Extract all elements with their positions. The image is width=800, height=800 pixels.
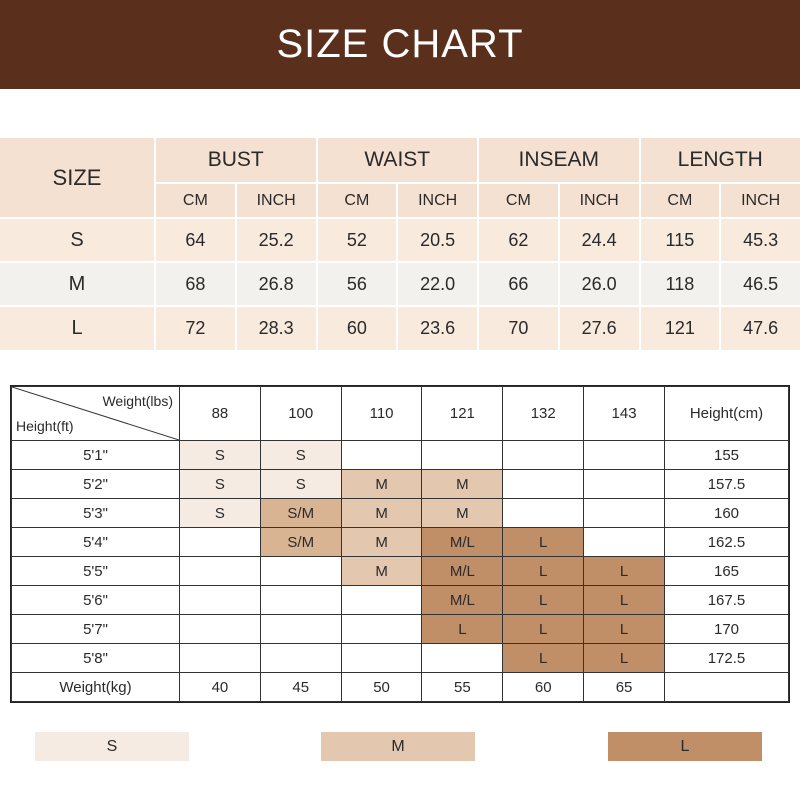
fit-size-cell [341, 615, 422, 644]
weight-lbs-axis-label: Weight(lbs) [102, 393, 173, 409]
weight-kg-value: 40 [180, 673, 261, 702]
height-ft-label: 5'4" [12, 528, 180, 557]
unit-header: CM [641, 184, 720, 217]
measure-value: 26.8 [237, 263, 316, 305]
height-cm-value: 162.5 [665, 528, 789, 557]
unit-header: INCH [398, 184, 477, 217]
fit-size-cell: S/M [260, 528, 341, 557]
measure-value: 22.0 [398, 263, 477, 305]
fit-size-cell: S [260, 441, 341, 470]
fit-grid-row [12, 528, 789, 557]
fit-size-cell: L [422, 615, 503, 644]
fit-size-cell: M [422, 470, 503, 499]
measure-value: 56 [318, 263, 397, 305]
height-ft-label: 5'8" [12, 644, 180, 673]
fit-size-cell [260, 615, 341, 644]
height-ft-label: 5'6" [12, 586, 180, 615]
measure-value: 27.6 [560, 307, 639, 350]
fit-size-cell [341, 441, 422, 470]
fit-size-cell [180, 615, 261, 644]
unit-header: CM [156, 184, 235, 217]
group-header-waist: WAIST [318, 138, 478, 182]
fit-size-cell: S [260, 470, 341, 499]
fit-size-cell [341, 644, 422, 673]
measure-value: 66 [479, 263, 558, 305]
height-ft-label: 5'3" [12, 499, 180, 528]
fit-size-cell [503, 441, 584, 470]
fit-size-cell [180, 528, 261, 557]
weight-lbs-header: 121 [422, 387, 503, 441]
measure-value: 28.3 [237, 307, 316, 350]
fit-size-cell: M/L [422, 557, 503, 586]
measure-value: 68 [156, 263, 235, 305]
fit-size-cell: L [503, 528, 584, 557]
height-cm-value: 172.5 [665, 644, 789, 673]
fit-grid-row [12, 586, 789, 615]
weight-kg-value: 65 [584, 673, 665, 702]
fit-size-cell: S [180, 441, 261, 470]
fit-size-cell: S [180, 470, 261, 499]
weight-lbs-header: 132 [503, 387, 584, 441]
fit-size-cell: L [503, 644, 584, 673]
fit-size-cell: M [341, 499, 422, 528]
legend-swatch-m: M [321, 732, 475, 761]
fit-grid-row [12, 615, 789, 644]
height-ft-label: 5'7" [12, 615, 180, 644]
weight-kg-value: 55 [422, 673, 503, 702]
fit-size-cell: M/L [422, 528, 503, 557]
fit-size-cell: M [341, 470, 422, 499]
weight-lbs-header: 143 [584, 387, 665, 441]
measure-value: 118 [641, 263, 720, 305]
weight-lbs-header: 100 [260, 387, 341, 441]
unit-header: INCH [237, 184, 316, 217]
fit-grid-row [12, 499, 789, 528]
fit-size-cell [503, 470, 584, 499]
fit-size-cell: L [503, 615, 584, 644]
weight-lbs-header: 88 [180, 387, 261, 441]
measure-value: 45.3 [721, 219, 800, 261]
size-label: S [0, 219, 154, 261]
fit-grid-row [12, 470, 789, 499]
measure-value: 47.6 [721, 307, 800, 350]
height-cm-value: 157.5 [665, 470, 789, 499]
measure-value: 60 [318, 307, 397, 350]
empty-cell [665, 673, 789, 702]
fit-size-cell [180, 644, 261, 673]
height-cm-value: 160 [665, 499, 789, 528]
fit-size-cell: M [422, 499, 503, 528]
height-ft-label: 5'5" [12, 557, 180, 586]
height-cm-value: 165 [665, 557, 789, 586]
fit-size-cell: S/M [260, 499, 341, 528]
fit-grid-row [12, 441, 789, 470]
height-ft-axis-label: Height(ft) [16, 418, 74, 434]
fit-size-cell: L [584, 615, 665, 644]
weight-kg-value: 45 [260, 673, 341, 702]
fit-size-cell: M [341, 528, 422, 557]
group-header-bust: BUST [156, 138, 316, 182]
fit-size-cell: S [180, 499, 261, 528]
fit-size-cell [584, 441, 665, 470]
unit-header: CM [318, 184, 397, 217]
fit-size-cell: M/L [422, 586, 503, 615]
weight-lbs-header: 110 [341, 387, 422, 441]
unit-header: INCH [721, 184, 800, 217]
size-column-header: SIZE [0, 138, 154, 217]
fit-size-cell [180, 557, 261, 586]
group-header-length: LENGTH [641, 138, 800, 182]
fit-size-cell [341, 586, 422, 615]
fit-grid-row [12, 557, 789, 586]
weight-kg-row [12, 673, 789, 702]
measure-value: 121 [641, 307, 720, 350]
fit-size-cell [503, 499, 584, 528]
page-title: SIZE CHART [0, 0, 800, 89]
fit-size-cell [180, 586, 261, 615]
fit-grid-row [12, 644, 789, 673]
measure-value: 115 [641, 219, 720, 261]
height-cm-value: 155 [665, 441, 789, 470]
weight-kg-value: 50 [341, 673, 422, 702]
fit-size-cell: L [584, 557, 665, 586]
fit-size-cell: M [341, 557, 422, 586]
weight-kg-value: 60 [503, 673, 584, 702]
size-label: L [0, 307, 154, 350]
fit-size-cell [260, 644, 341, 673]
measure-value: 46.5 [721, 263, 800, 305]
legend-swatch-l: L [608, 732, 762, 761]
weight-kg-label: Weight(kg) [12, 673, 180, 702]
unit-header: INCH [560, 184, 639, 217]
legend-swatch-s: S [35, 732, 189, 761]
unit-header: CM [479, 184, 558, 217]
measurement-table [0, 138, 800, 346]
fit-size-cell [584, 528, 665, 557]
height-cm-value: 170 [665, 615, 789, 644]
measure-value: 72 [156, 307, 235, 350]
measure-value: 70 [479, 307, 558, 350]
fit-size-cell [260, 586, 341, 615]
fit-grid-corner [12, 387, 180, 441]
measure-value: 24.4 [560, 219, 639, 261]
size-label: M [0, 263, 154, 305]
measure-value: 26.0 [560, 263, 639, 305]
fit-grid [10, 385, 790, 703]
fit-size-cell: L [584, 586, 665, 615]
measure-value: 23.6 [398, 307, 477, 350]
fit-size-cell [584, 499, 665, 528]
measure-value: 20.5 [398, 219, 477, 261]
height-ft-label: 5'2" [12, 470, 180, 499]
measure-value: 62 [479, 219, 558, 261]
fit-size-cell: L [584, 644, 665, 673]
measure-value: 52 [318, 219, 397, 261]
measure-value: 25.2 [237, 219, 316, 261]
fit-size-cell [584, 470, 665, 499]
height-cm-header: Height(cm) [665, 387, 789, 441]
group-header-inseam: INSEAM [479, 138, 639, 182]
fit-size-cell: L [503, 557, 584, 586]
fit-size-cell [260, 557, 341, 586]
height-cm-value: 167.5 [665, 586, 789, 615]
fit-size-cell [422, 441, 503, 470]
measure-value: 64 [156, 219, 235, 261]
fit-size-cell: L [503, 586, 584, 615]
height-ft-label: 5'1" [12, 441, 180, 470]
fit-size-cell [422, 644, 503, 673]
